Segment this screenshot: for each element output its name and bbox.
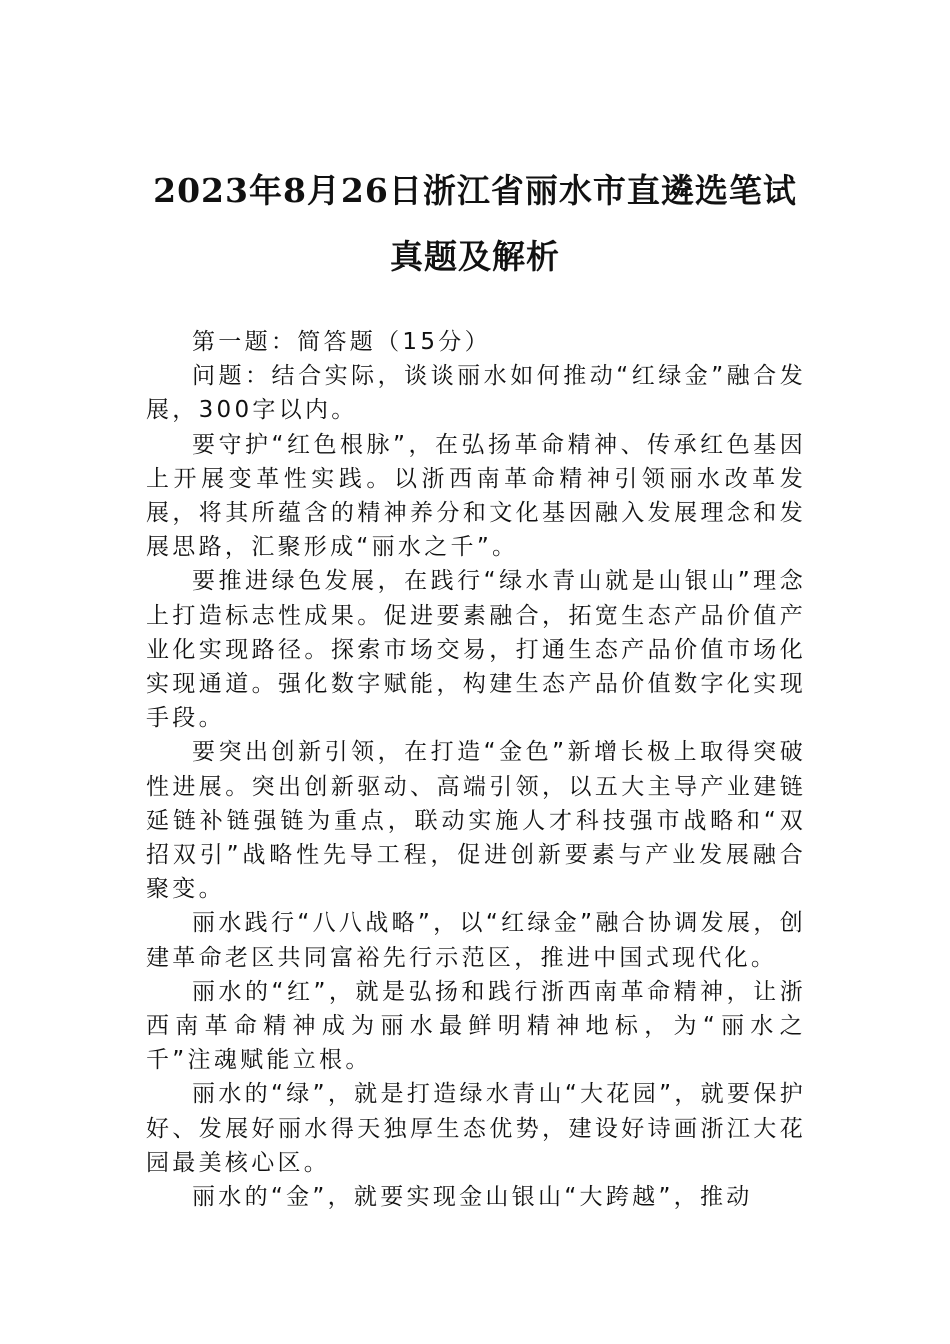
title-line-1: 2023年8月26日浙江省丽水市直遴选笔试 [153, 171, 797, 210]
body-paragraph: 要推进绿色发展，在践行“绿水青山就是山银山”理念上打造标志性成果。促进要素融合，拓宽生态产品价值产业化实现路径。探索市场交易，打通生态产品价值市场化实现通道。强化数字赋能，构建生态产品价值数字化实现手段。 [146, 568, 806, 732]
body-paragraph: 要守护“红色根脉”，在弘扬革命精神、传承红色基因上开展变革性实践。以浙西南革命精神引领丽水改革发展，将其所蕴含的精神养分和文化基因融入发展理念和发展思路，汇聚形成“丽水之千”。 [146, 431, 806, 561]
body-paragraph: 丽水践行“八八战略”，以“红绿金”融合协调发展，创建革命老区共同富裕先行示范区，推进中国式现代化。 [146, 910, 806, 971]
title-line-2: 真题及解析 [390, 237, 560, 276]
document-body [146, 325, 806, 1214]
body-paragraph: 丽水的“绿”，就是打造绿水青山“大花园”，就要保护好、发展好丽水得天独厚生态优势，建设好诗画浙江大花园最美核心区。 [146, 1081, 806, 1176]
question-heading: 第一题：简答题（15分） [192, 329, 491, 355]
body-paragraph: 丽水的“金”，就要实现金山银山“大跨越”，推动 [192, 1184, 753, 1211]
document-title [118, 158, 832, 290]
body-paragraph: 要突出创新引领，在打造“金色”新增长极上取得突破性进展。突出创新驱动、高端引领，以五大主导产业建链延链补链强链为重点，联动实施人才科技强市战略和“双招双引”战略性先导工程，促进创新要素与产业发展融合聚变。 [146, 739, 806, 903]
body-paragraph: 丽水的“红”，就是弘扬和践行浙西南革命精神，让浙西南革命精神成为丽水最鲜明精神地标，为“丽水之千”注魂赋能立根。 [146, 978, 806, 1074]
question-prompt: 问题：结合实际，谈谈丽水如何推动“红绿金”融合发展，300字以内。 [146, 363, 806, 424]
